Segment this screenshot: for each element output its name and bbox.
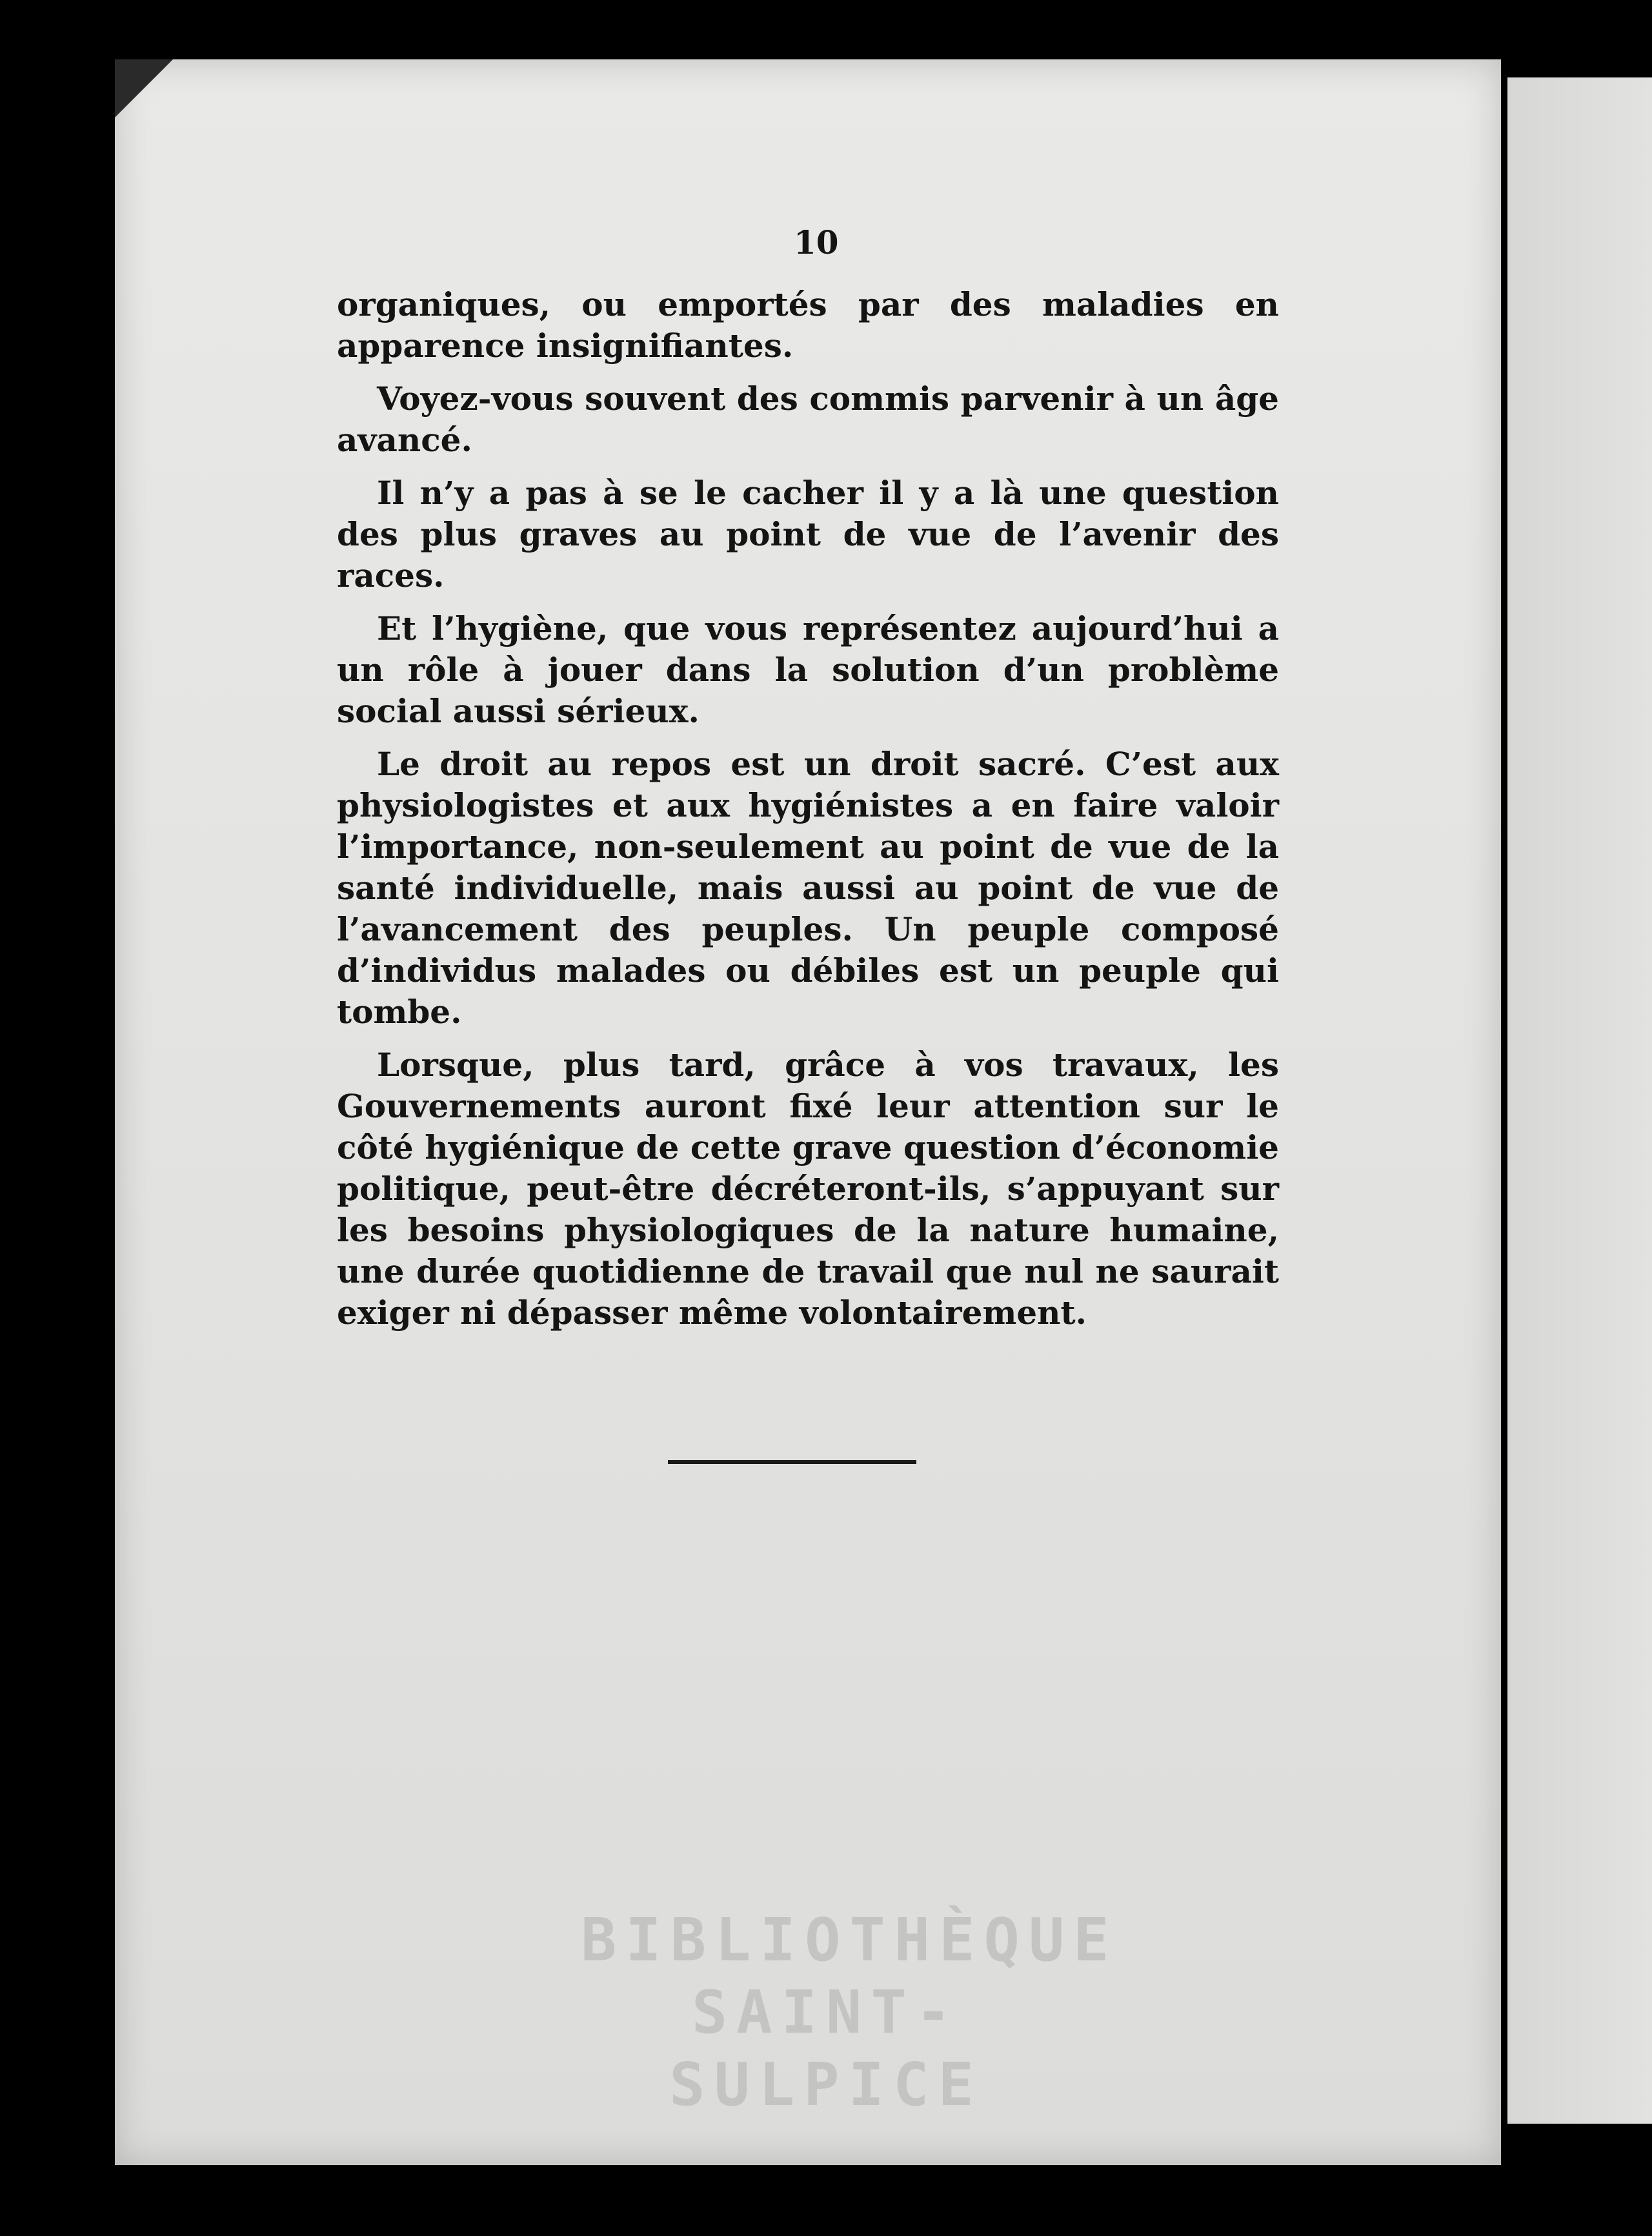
library-stamp	[581, 1904, 1118, 2121]
stamp-line-2: SAINT-SULPICE	[669, 1978, 983, 2119]
adjacent-page-edge	[1507, 77, 1652, 2124]
paragraph-6: Lorsque, plus tard, grâce à vos travaux, les Gouvernements auront fixé leur attention sur le côté hygiénique de cette grave question d’économie politique, peut-être décréteront-ils, s’appuyant sur les besoins physiologiques de la nature humaine, une durée quotidienne de travail que nul ne saurait exiger ni dépasser même volontairement.	[337, 1046, 1279, 1332]
page-number: 10	[794, 223, 839, 261]
stamp-line-1: BIBLIOTHÈQUE	[581, 1906, 1118, 1975]
paragraph-2: Voyez-vous souvent des commis parvenir à un âge avancé.	[337, 380, 1279, 459]
body-text	[337, 284, 1279, 1345]
folded-corner	[115, 59, 173, 117]
paragraph-5: Le droit au repos est un droit sacré. C’est aux physiologistes et aux hygiénistes a en faire valoir l’importance, non-seulement au point de vue de la santé individuelle, mais aussi au point de vue de l’avancement des peuples. Un peuple composé d’individus malades ou débiles est un peuple qui tombe.	[337, 745, 1279, 1031]
paragraph-1: organiques, ou emportés par des maladies en apparence insignifiantes.	[337, 285, 1279, 365]
paragraph-4: Et l’hygiène, que vous représentez aujourd’hui a un rôle à jouer dans la solution d’un problème social aussi sérieux.	[337, 609, 1279, 730]
section-divider	[668, 1460, 916, 1464]
paragraph-3: Il n’y a pas à se le cacher il y a là une question des plus graves au point de vue de l’avenir des races.	[337, 474, 1279, 595]
